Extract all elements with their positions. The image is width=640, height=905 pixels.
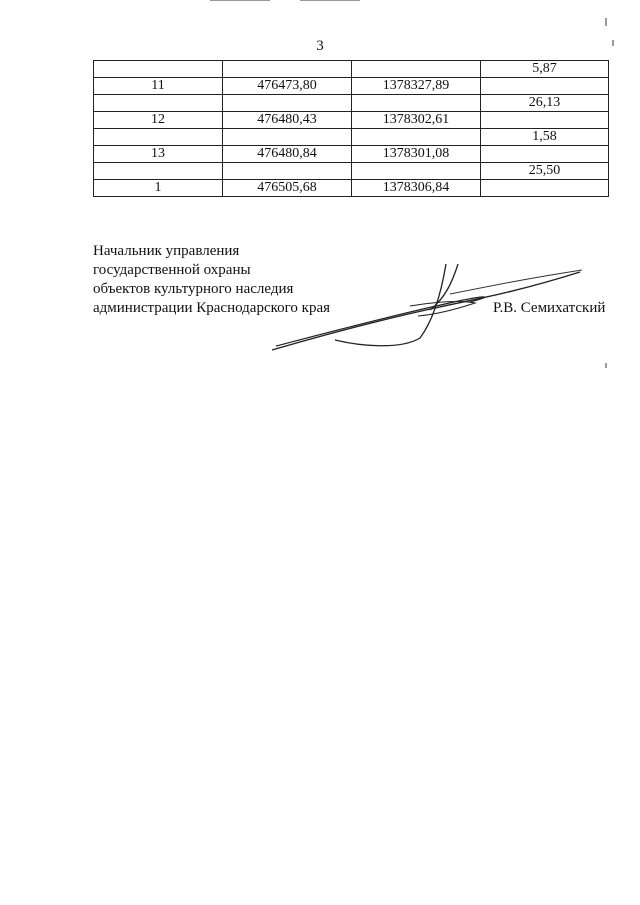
- y-cell: [352, 95, 481, 112]
- scan-mark: [612, 40, 614, 46]
- x-cell: [223, 163, 352, 180]
- signer-name: Р.В. Семихатский: [493, 300, 606, 316]
- x-cell: 476505,68: [223, 180, 352, 197]
- distance-cell: 25,50: [481, 163, 609, 180]
- x-cell: 476473,80: [223, 78, 352, 95]
- y-cell: 1378306,84: [352, 180, 481, 197]
- distance-cell: 1,58: [481, 129, 609, 146]
- x-cell: 476480,43: [223, 112, 352, 129]
- scan-mark: [605, 363, 607, 368]
- coordinates-table: [93, 60, 609, 197]
- x-cell: [223, 61, 352, 78]
- signatory-title-line: Начальник управления: [93, 243, 240, 259]
- y-cell: 1378327,89: [352, 78, 481, 95]
- table-row: [94, 146, 609, 163]
- table-row: [94, 163, 609, 180]
- y-cell: 1378302,61: [352, 112, 481, 129]
- point-cell: 1: [94, 180, 223, 197]
- x-cell: 476480,84: [223, 146, 352, 163]
- x-cell: [223, 129, 352, 146]
- point-cell: 11: [94, 78, 223, 95]
- y-cell: [352, 61, 481, 78]
- distance-cell: [481, 112, 609, 129]
- distance-cell: [481, 146, 609, 163]
- scan-mark: [210, 0, 270, 1]
- point-cell: [94, 61, 223, 78]
- table-row: [94, 61, 609, 78]
- point-cell: [94, 129, 223, 146]
- point-cell: 13: [94, 146, 223, 163]
- table-row: [94, 129, 609, 146]
- signatory-title-line: государственной охраны: [93, 262, 251, 278]
- table-row: [94, 180, 609, 197]
- page-number: 3: [316, 38, 324, 54]
- table-row: [94, 95, 609, 112]
- point-cell: [94, 163, 223, 180]
- signatory-title-line: объектов культурного наследия: [93, 281, 294, 297]
- scan-mark: [300, 0, 360, 1]
- point-cell: [94, 95, 223, 112]
- table-row: [94, 112, 609, 129]
- distance-cell: 5,87: [481, 61, 609, 78]
- scan-mark: [605, 18, 607, 26]
- distance-cell: [481, 78, 609, 95]
- table-row: [94, 78, 609, 95]
- point-cell: 12: [94, 112, 223, 129]
- distance-cell: [481, 180, 609, 197]
- y-cell: [352, 163, 481, 180]
- y-cell: [352, 129, 481, 146]
- x-cell: [223, 95, 352, 112]
- signatory-title-line: администрации Краснодарского края: [93, 300, 331, 316]
- y-cell: 1378301,08: [352, 146, 481, 163]
- distance-cell: 26,13: [481, 95, 609, 112]
